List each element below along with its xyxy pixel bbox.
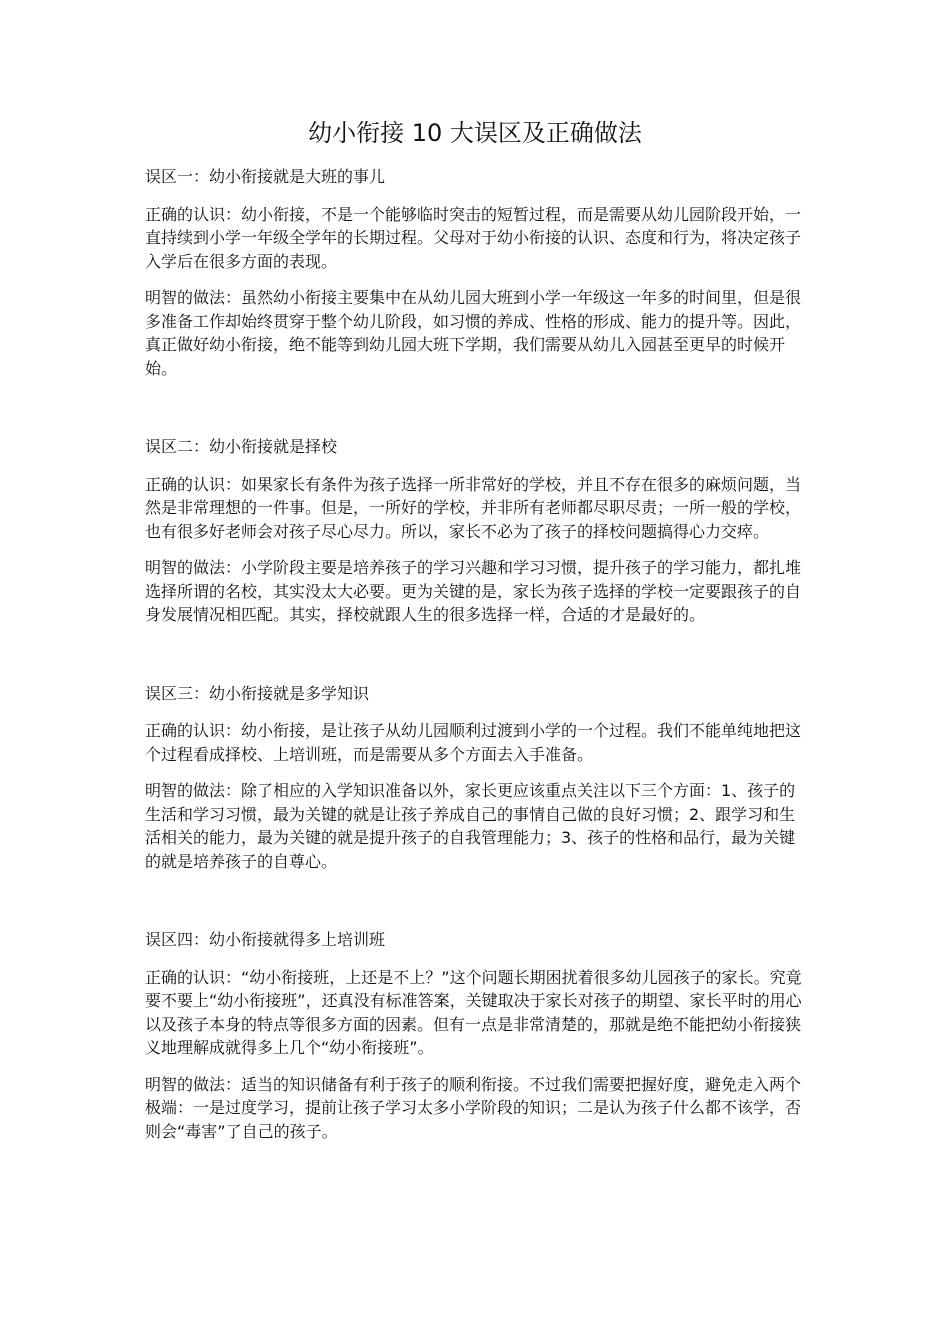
myth-section-1	[145, 165, 805, 380]
myth-section-4	[145, 928, 805, 1143]
myth-section-2	[145, 435, 805, 627]
myth-heading: 误区二：幼小衔接就是择校	[145, 437, 338, 456]
myth-heading: 误区一：幼小衔接就是大班的事儿	[145, 167, 386, 186]
myth-heading: 误区四：幼小衔接就得多上培训班	[145, 930, 386, 949]
wise-practice-paragraph: 明智的做法：小学阶段主要是培养孩子的学习兴趣和学习习惯，提升孩子的学习能力，都扎堆选择所谓的名校，其实没太大必要。更为关键的是，家长为孩子选择的学校一定要跟孩子的自身发展情况相匹配。其实，择校就跟人生的很多选择一样，合适的才是最好的。	[145, 558, 802, 624]
myth-section-3	[145, 682, 805, 874]
correct-understanding-paragraph: 正确的认识：“幼小衔接班，上还是不上？”这个问题长期困扰着很多幼儿园孩子的家长。究竟要不要上“幼小衔接班”，还真没有标准答案，关键取决于家长对孩子的期望、家长平时的用心以及孩子本身的特点等很多方面的因素。但有一点是非常清楚的，那就是绝不能把幼小衔接狭义地理解成就得多上几个“幼小衔接班”。	[145, 967, 802, 1057]
wise-practice-paragraph: 明智的做法：适当的知识储备有利于孩子的顺利衔接。不过我们需要把握好度，避免走入两个极端：一是过度学习，提前让孩子学习太多小学阶段的知识；二是认为孩子什么都不该学，否则会“毒害”了自己的孩子。	[145, 1074, 802, 1141]
myth-heading: 误区三：幼小衔接就是多学知识	[145, 683, 370, 703]
correct-understanding-paragraph: 正确的认识：如果家长有条件为孩子选择一所非常好的学校，并且不存在很多的麻烦问题，当然是非常理想的一件事。但是，一所好的学校，并非所有老师都尽职尽责；一所一般的学校，也有很多好老师会对孩子尽心尽力。所以，家长不必为了孩子的择校问题搞得心力交瘁。	[145, 474, 802, 541]
section-spacer	[145, 640, 805, 682]
document-body	[145, 165, 805, 1156]
correct-understanding-paragraph: 正确的认识：幼小衔接，是让孩子从幼儿园顺利过渡到小学的一个过程。我们不能单纯地把这个过程看成择校、上培训班，而是需要从多个方面去入手准备。	[145, 721, 802, 764]
document-title: 幼小衔接 10 大误区及正确做法	[308, 119, 642, 147]
section-spacer	[145, 886, 805, 928]
wise-practice-paragraph: 明智的做法：除了相应的入学知识准备以外，家长更应该重点关注以下三个方面：1、孩子的生活和学习习惯，最为关键的就是让孩子养成自己的事情自己做的良好习惯；2、跟学习和生活相关的能力，最为关键的就是提升孩子的自我管理能力；3、孩子的性格和品行，最为关键的就是培养孩子的自尊心。	[145, 781, 796, 871]
wise-practice-paragraph: 明智的做法：虽然幼小衔接主要集中在从幼儿园大班到小学一年级这一年多的时间里，但是很多准备工作却始终贯穿于整个幼儿阶段，如习惯的养成、性格的形成、能力的提升等。因此，真正做好幼小衔接，绝不能等到幼儿园大班下学期，我们需要从幼儿入园甚至更早的时候开始。	[145, 288, 802, 378]
section-spacer	[145, 393, 805, 435]
correct-understanding-paragraph: 正确的认识：幼小衔接，不是一个能够临时突击的短暂过程，而是需要从幼儿园阶段开始，一直持续到小学一年级全学年的长期过程。父母对于幼小衔接的认识、态度和行为，将决定孩子入学后在很多方面的表现。	[145, 204, 802, 271]
